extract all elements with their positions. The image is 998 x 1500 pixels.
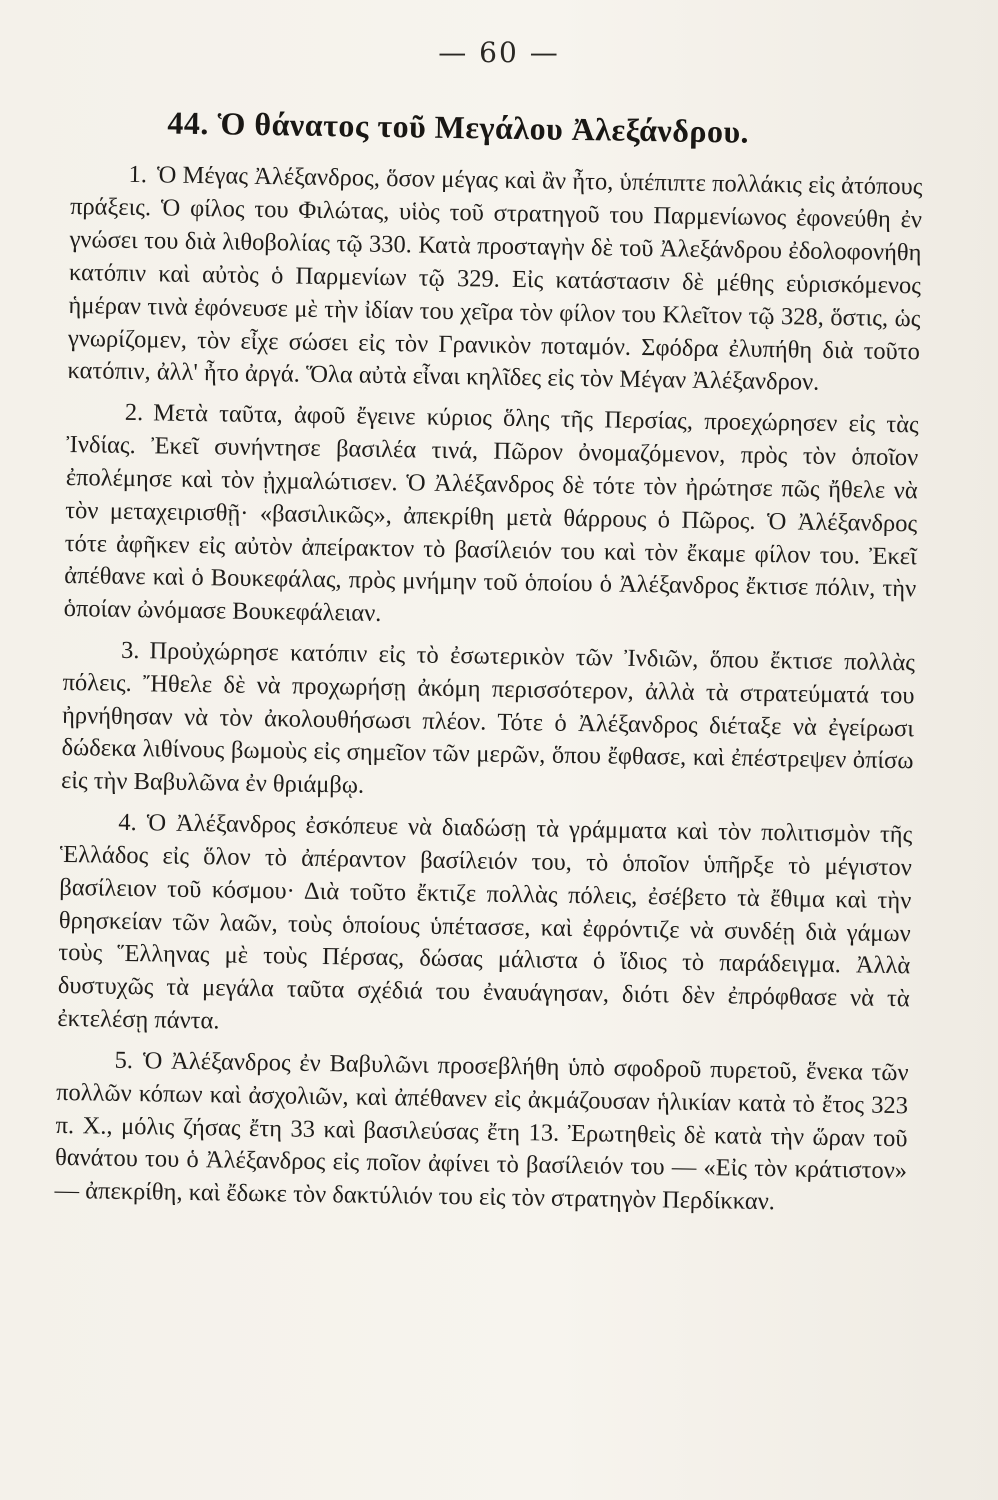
chapter-title: 44. Ὁ θάνατος τοῦ Μεγάλου Ἀλεξάνδρου. <box>167 104 750 150</box>
paragraph-number: 4. <box>118 808 137 837</box>
paragraph-2 <box>63 396 919 639</box>
paragraph-number: 2. <box>124 399 144 427</box>
page-content <box>54 84 924 1221</box>
paragraph-1 <box>67 158 923 401</box>
paragraph-3 <box>61 634 915 812</box>
paragraph-text: Ὁ Ἀλέξανδρος ἐν Βαβυλῶνι προσεβλήθη ὑπὸ σφοδροῦ πυρετοῦ, ἕνεκα τῶν πολλῶν κόπων καὶ ἀσχολιῶν, καὶ ἀπέθανεν εἰς ἀκμάζουσαν ἡλικίαν κατὰ τὸ ἔτος 323 π. Χ., μόλις ζήσας ἔτη 33 καὶ βασιλεύσας ἔτη 13. Ἐρωτηθεὶς δὲ κατὰ τὴν ὥραν τοῦ θανάτου του ὁ Ἀλέξανδρος εἰς ποῖον ἀφίνει τὸ βασίλειόν του — «Εἰς τὸν κράτιστον» — ἀπεκρίθη, καὶ ἔδωκε τὸν δακτύλιόν του εἰς τὸν στρατηγὸν Περδίκκαν. <box>54 1047 909 1216</box>
paragraph-text: Προὐχώρησε κατόπιν εἰς τὸ ἐσωτερικὸν τῶν Ἰνδιῶν, ὅπου ἔκτισε πολλὰς πόλεις. Ἤθελε δὲ νὰ προχωρήσῃ ἀκόμη περισσότερον, ἀλλὰ τὰ στρατεύματά του ἠρνήθησαν νὰ τὸν ἀκολουθήσωσι πλέον. Τότε ὁ Ἀλέξανδρος διέταξε νὰ ἐγείρωσι δώδεκα λιθίνους βωμοὺς εἰς σημεῖον τῶν μερῶν, ὅπου ἔφθασε, καὶ ἐπέστρεψεν ὀπίσω εἰς τὴν Βαβυλῶνα ἐν θριάμβῳ. <box>60 637 916 799</box>
paragraph-number: 5. <box>114 1046 134 1074</box>
paragraph-text: Ὁ Μέγας Ἀλέξανδρος, ὅσον μέγας καὶ ἂν ἦτο, ὑπέπιπτε πολλάκις εἰς ἀτόπους πράξεις. Ὁ φίλος του Φιλώτας, υἱὸς τοῦ στρατηγοῦ του Παρμενίωνος ἐφονεύθη ἐν γνώσει του διὰ λιθοβολίας τῷ 330. Κατὰ προσταγὴν δὲ τοῦ Ἀλεξάνδρου ἐδολοφονήθη κατόπιν καὶ αὐτὸς ὁ Παρμενίων τῷ 329. Εἰς κατάστασιν δὲ μέθης εὑρισκόμενος ἡμέραν τινὰ ἐφόνευσε μὲ τὴν ἰδίαν του χεῖρα τὸν φίλον του Κλεῖτον τῷ 328, ὅστις, ὡς γνωρίζομεν, τὸν εἶχε σώσει εἰς τὸν Γρανικὸν ποταμόν. Σφόδρα ἐλυπήθη διὰ τοῦτο κατόπιν, ἀλλ' ἦτο ἀργά. Ὅλα αὐτὰ εἶναι κηλῖδες εἰς τὸν Μέγαν Ἀλέξανδρον. <box>67 161 923 397</box>
paragraph-text: Μετὰ ταῦτα, ἀφοῦ ἔγεινε κύριος ὅλης τῆς Περσίας, προεχώρησεν εἰς τὰς Ἰνδίας. Ἐκεῖ συνήντησε βασιλέα τινά, Πῶρον ὀνομαζόμενον, πρὸς τὸν ὁποῖον ἐπολέμησε καὶ τὸν ᾐχμαλώτισεν. Ὁ Ἀλέξανδρος δὲ τότε τὸν ἠρώτησε πῶς ἤθελε νὰ τὸν μεταχειρισθῇ· «βασιλικῶς», ἀπεκρίθη μετὰ θάρρους ὁ Πῶρος. Ὁ Ἀλέξανδρος τότε ἀφῆκεν εἰς αὐτὸν ἀπείρακτον τὸ βασίλειόν του καὶ τὸν ἔκαμε φίλον του. Ἐκεῖ ἀπέθανε καὶ ὁ Βουκεφάλας, πρὸς μνήμην τοῦ ὁποίου ὁ Ἀλέξανδρος ἔκτισε πόλιν, τὴν ὁποίαν ὠνόμασε Βουκεφάλειαν. <box>63 399 919 628</box>
paragraph-number: 1. <box>128 161 148 189</box>
paragraph-number: 3. <box>120 636 140 665</box>
page-number: — 60 — <box>438 36 560 69</box>
paragraph-4 <box>57 806 913 1049</box>
paragraph-5 <box>54 1044 908 1222</box>
paragraph-text: Ὁ Ἀλέξανδρος ἐσκόπευε νὰ διαδώσῃ τὰ γράμματα καὶ τὸν πολιτισμὸν τῆς Ἑλλάδος εἰς ὅλον τὸ ἀπέραντον βασίλειόν του, τὸ ὁποῖον ὑπῆρξε τὸ μέγιστον βασίλειον τοῦ κόσμου· Διὰ τοῦτο ἔκτιζε πολλὰς πόλεις, ἐσέβετο τὰ ἔθιμα καὶ τὴν θρησκείαν τῶν λαῶν, τοὺς ὁποίους ὑπέτασσε, καὶ ἐφρόντιζε νὰ συνδέῃ διὰ γάμων τοὺς Ἕλληνας μὲ τοὺς Πέρσας, δώσας μάλιστα ὁ ἴδιος τὸ παράδειγμα. Ἀλλὰ δυστυχῶς τὰ μεγάλα ταῦτα σχέδιά του ἐναυάγησαν, διότι δὲν ἐπρόφθασε νὰ τὰ ἐκτελέσῃ πάντα. <box>57 809 913 1035</box>
